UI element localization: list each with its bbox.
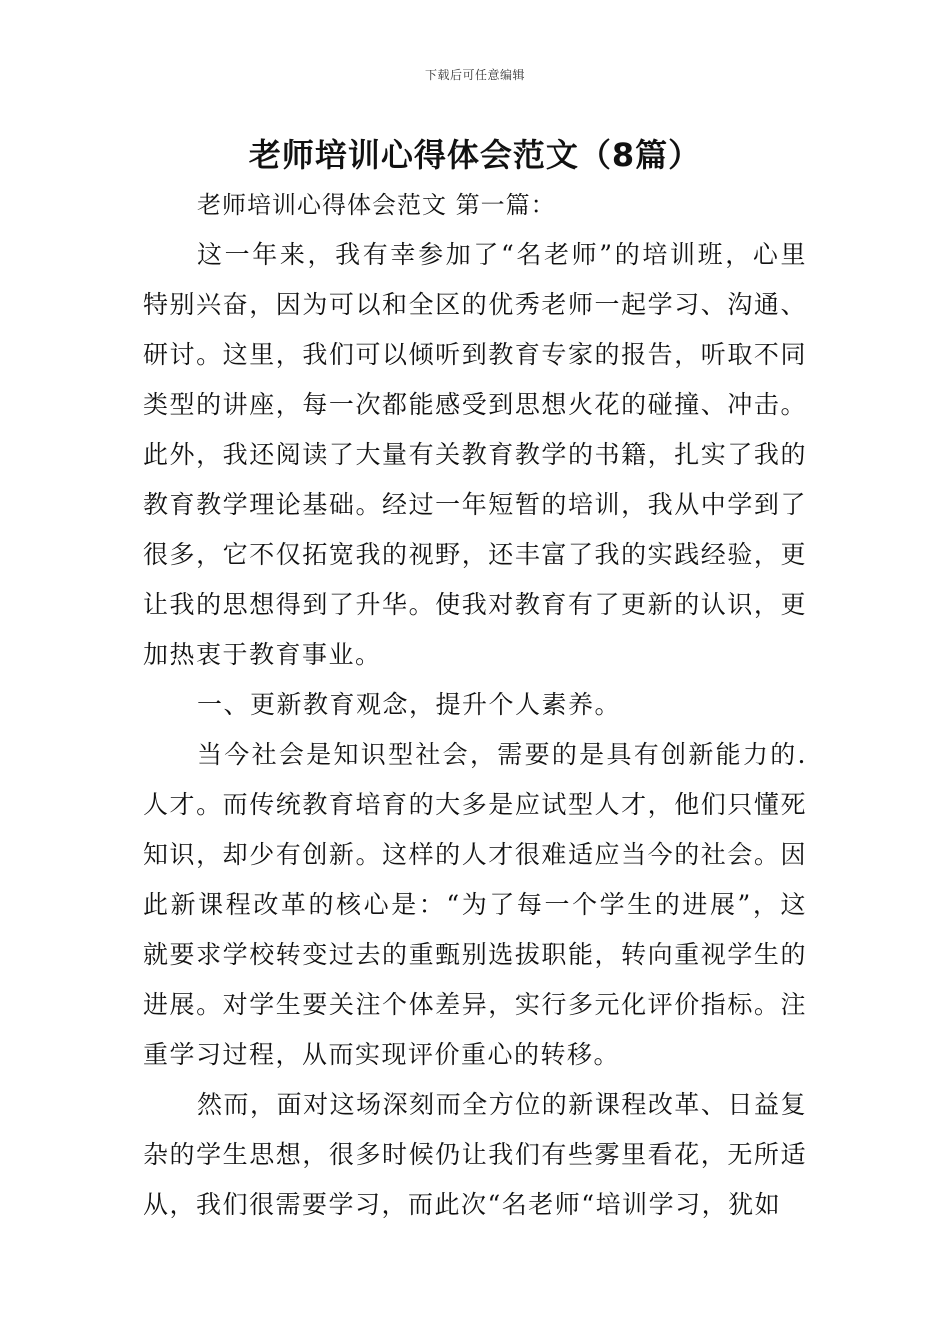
document-title: 老师培训心得体会范文（8篇）	[248, 136, 702, 174]
document-body	[143, 180, 807, 1230]
section-subtitle: 老师培训心得体会范文 第一篇：	[197, 191, 556, 219]
section-heading-1: 一、更新教育观念，提升个人素养。	[197, 690, 622, 719]
paragraph-1: 这一年来，我有幸参加了“名老师”的培训班，心里特别兴奋，因为可以和全区的优秀老师一起学习、沟通、研讨。这里，我们可以倾听到教育专家的报告，听取不同类型的讲座，每一次都能感受到思想火花的碰撞、冲击。此外，我还阅读了大量有关教育教学的书籍，扎实了我的教育教学理论基础。经过一年短暂的培训，我从中学到了很多，它不仅拓宽我的视野，还丰富了我的实践经验，更让我的思想得到了升华。使我对教育有了更新的认识，更加热衷于教育事业。	[143, 240, 807, 669]
paragraph-2: 当今社会是知识型社会，需要的是具有创新能力的.人才。而传统教育培育的大多是应试型人才，他们只懂死知识，却少有创新。这样的人才很难适应当今的社会。因此新课程改革的核心是：“为了每一个学生的进展”，这就要求学校转变过去的重甄别选拔职能，转向重视学生的进展。对学生要关注个体差异，实行多元化评价指标。注重学习过程，从而实现评价重心的转移。	[143, 740, 807, 1069]
paragraph-3: 然而，面对这场深刻而全方位的新课程改革、日益复杂的学生思想，很多时候仍让我们有些雾里看花，无所适从，我们很需要学习，而此次“名老师“培训学习，犹如	[143, 1090, 807, 1219]
header-note: 下载后可任意编辑	[424, 68, 525, 82]
